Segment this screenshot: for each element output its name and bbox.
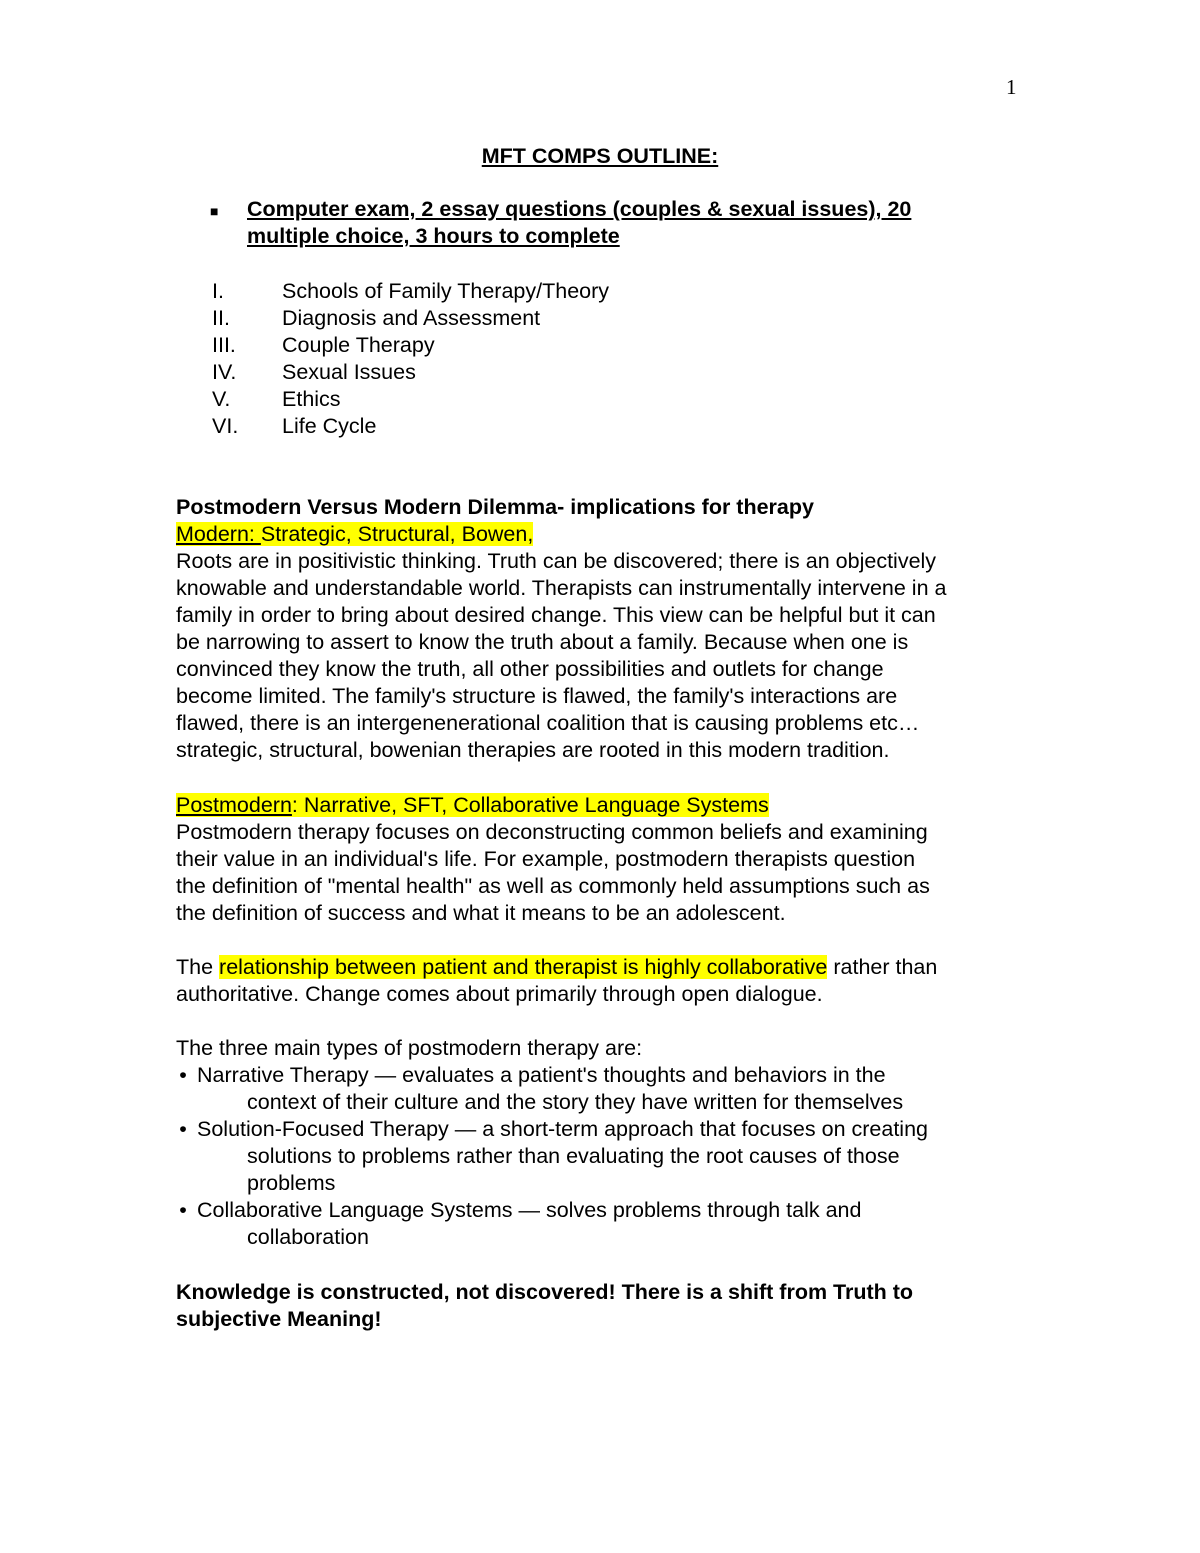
conclusion <box>176 1279 1036 1333</box>
outline-label: Diagnosis and Assessment <box>282 306 541 330</box>
relationship-line-1 <box>176 954 1036 981</box>
relationship-highlight: relationship between patient and therapist is highly collaborative <box>219 955 828 979</box>
outline-number: IV. <box>212 360 237 384</box>
body-line: strategic, structural, bowenian therapies are rooted in this modern tradition. <box>176 738 890 762</box>
relationship-prefix: The <box>176 955 220 979</box>
body-line: family in order to bring about desired change. This view can be helpful but it can <box>176 603 936 627</box>
list-item <box>176 1197 1036 1251</box>
conclusion-line-2: subjective Meaning! <box>176 1307 382 1331</box>
postmodern-list: : Narrative, SFT, Collaborative Language Systems <box>291 793 769 817</box>
square-bullet-icon: ■ <box>210 203 219 219</box>
body-line: be narrowing to assert to know the truth about a family. Because when one is <box>176 630 909 654</box>
outline-number: VI. <box>212 414 239 438</box>
relationship-suffix: rather than <box>827 955 938 979</box>
therapy-types-list <box>176 1062 1036 1251</box>
bullet-icon: • <box>179 1117 187 1141</box>
outline-number: I. <box>212 279 224 303</box>
outline-number: II. <box>212 306 230 330</box>
exam-format-note <box>247 196 1007 250</box>
postmodern-section <box>176 792 1036 927</box>
conclusion-line-1: Knowledge is constructed, not discovered! There is a shift from Truth to <box>176 1280 914 1304</box>
list-item <box>176 1062 1036 1116</box>
types-intro <box>176 1035 1036 1062</box>
page-number: 1 <box>1006 75 1017 99</box>
list-item-text: Collaborative Language Systems — solves problems through talk and <box>197 1198 862 1222</box>
outline-label: Schools of Family Therapy/Theory <box>282 279 610 303</box>
bullet-icon: • <box>179 1063 187 1087</box>
body-line: the definition of "mental health" as well as commonly held assumptions such as <box>176 874 930 898</box>
list-item-continuation: context of their culture and the story they have written for themselves <box>247 1090 904 1114</box>
bullet-icon: • <box>179 1198 187 1222</box>
body-line: Postmodern therapy focuses on deconstructing common beliefs and examining <box>176 820 928 844</box>
outline-label: Ethics <box>282 387 341 411</box>
body-line: Roots are in positivistic thinking. Truth can be discovered; there is an objectively <box>176 549 937 573</box>
body-line: become limited. The family's structure is flawed, the family's interactions are <box>176 684 898 708</box>
relationship-line-2: authoritative. Change comes about primarily through open dialogue. <box>176 982 823 1006</box>
outline-label: Sexual Issues <box>282 360 416 384</box>
section-heading: Postmodern Versus Modern Dilemma- implications for therapy <box>176 495 814 519</box>
modern-label: Modern: <box>176 522 261 546</box>
outline-number: III. <box>212 333 236 357</box>
list-item-text: Narrative Therapy — evaluates a patient's thoughts and behaviors in the <box>197 1063 886 1087</box>
list-item-continuation: problems <box>247 1171 336 1195</box>
list-item-text: Solution-Focused Therapy — a short-term approach that focuses on creating <box>197 1117 928 1141</box>
body-line: convinced they know the truth, all other possibilities and outlets for change <box>176 657 884 681</box>
postmodern-label: Postmodern <box>176 793 292 817</box>
modern-list: Strategic, Structural, Bowen, <box>260 522 534 546</box>
body-line: knowable and understandable world. Therapists can instrumentally intervene in a <box>176 576 947 600</box>
relationship-paragraph <box>176 954 1036 1008</box>
page-title: MFT COMPS OUTLINE: <box>481 144 719 168</box>
list-item <box>176 1116 1036 1197</box>
postmodern-label-line <box>176 792 1036 819</box>
modern-label-line <box>176 521 1036 548</box>
body-line: the definition of success and what it means to be an adolescent. <box>176 901 786 925</box>
body-line: their value in an individual's life. For example, postmodern therapists question <box>176 847 916 871</box>
body-line: flawed, there is an intergenenerational coalition that is causing problems etc… <box>176 711 920 735</box>
list-item-continuation: solutions to problems rather than evaluating the root causes of those <box>247 1144 900 1168</box>
types-intro-text: The three main types of postmodern therapy are: <box>176 1036 643 1060</box>
outline-label: Couple Therapy <box>282 333 435 357</box>
list-item-continuation: collaboration <box>247 1225 369 1249</box>
outline-number: V. <box>212 387 231 411</box>
exam-format-line-1: Computer exam, 2 essay questions (couples & sexual issues), 20 <box>247 197 912 221</box>
modern-section <box>176 494 1036 764</box>
exam-format-line-2: multiple choice, 3 hours to complete <box>247 224 620 248</box>
outline-label: Life Cycle <box>282 414 377 438</box>
